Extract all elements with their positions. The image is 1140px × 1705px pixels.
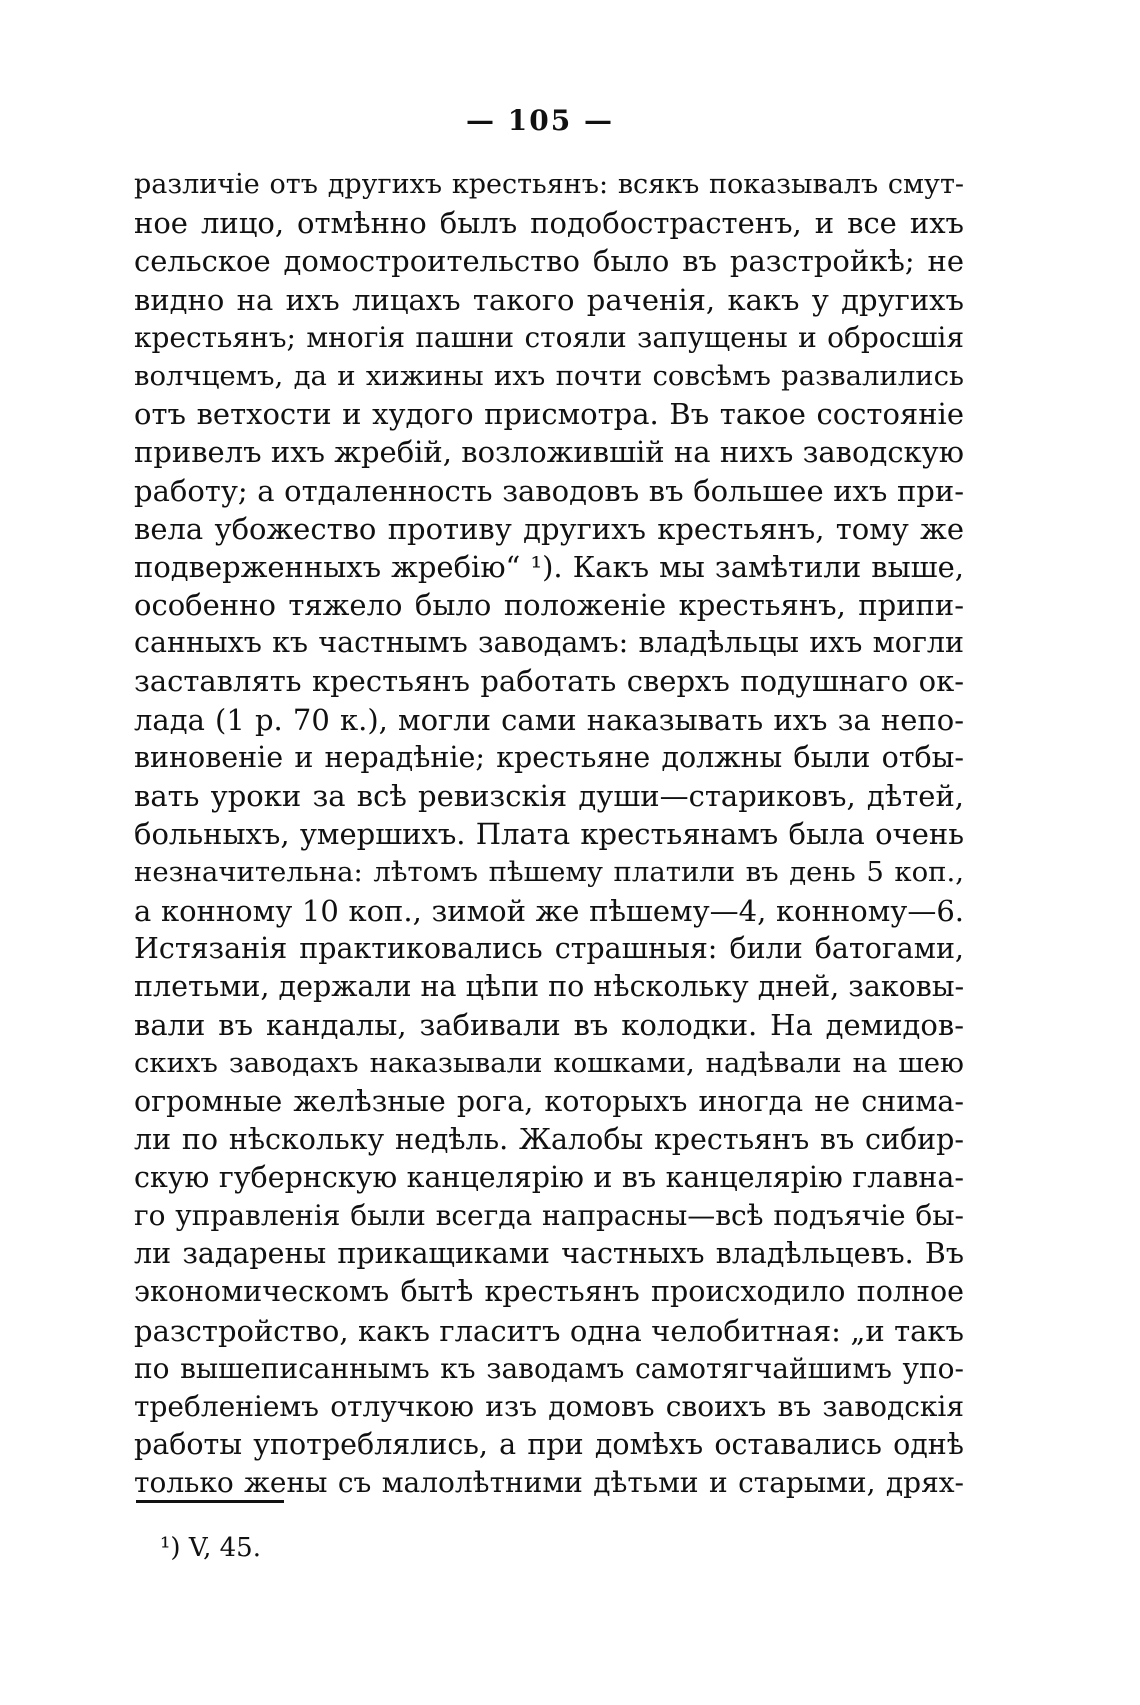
text-line: работы употреблялись, а при домѣхъ оставались однѣ — [134, 1428, 964, 1462]
text-line: санныхъ къ частнымъ заводамъ: владѣльцы ихъ могли — [134, 626, 964, 660]
text-line: отъ ветхости и худого присмотра. Въ такое состояніе — [134, 397, 964, 432]
text-line: видно на ихъ лицахъ такого раченія, какъ у другихъ — [134, 282, 964, 317]
text-line: привелъ ихъ жребій, возложившій на нихъ заводскую — [134, 435, 964, 470]
text-line: сельское домостроительство было въ разстройкѣ; не — [134, 244, 964, 279]
text-line: больныхъ, умершихъ. Плата крестьянамъ была очень — [134, 817, 964, 852]
text-line: только жены съ малолѣтними дѣтьми и старыми, дрях- — [134, 1466, 964, 1500]
text-line: незначительна: лѣтомъ пѣшему платили въ день 5 коп., — [134, 856, 964, 889]
page-number: — 105 — — [466, 104, 614, 137]
text-line: а конному 10 коп., зимой же пѣшему—4, конному—6. — [134, 893, 964, 928]
text-line: Истязанія практиковались страшныя: били батогами, — [134, 931, 964, 965]
text-line: огромные желѣзные рога, которыхъ иногда не снима- — [134, 1084, 964, 1118]
text-line: волчцемъ, да и хижины ихъ почти совсѣмъ развалились — [134, 359, 964, 392]
text-line: разстройство, какъ гласитъ одна челобитная: „и такъ — [134, 1313, 964, 1348]
text-line: требленіемъ отлучкою изъ домовъ своихъ въ заводскія — [134, 1390, 964, 1423]
text-line: крестьянъ; многія пашни стояли запущены и обросшія — [134, 320, 964, 354]
footnote-marker: ¹) — [160, 1533, 181, 1563]
text-line: ли задарены прикащиками частныхъ владѣльцевъ. Въ — [134, 1237, 964, 1271]
body-text — [134, 166, 964, 1503]
text-line: скую губернскую канцелярію и въ канцелярію главна- — [134, 1160, 964, 1194]
footnote-divider — [136, 1500, 284, 1503]
text-line: различіе отъ другихъ крестьянъ: всякъ показывалъ смут- — [134, 169, 964, 200]
footnote — [160, 1532, 261, 1564]
text-line: работу; а отдаленность заводовъ въ большее ихъ при- — [134, 473, 964, 508]
text-line: лада (1 р. 70 к.), могли сами наказывать ихъ за непо- — [134, 702, 964, 737]
footnote-text: V, 45. — [188, 1533, 261, 1563]
text-line: вела убожество противу другихъ крестьянъ, тому же — [134, 511, 964, 546]
text-line: скихъ заводахъ наказывали кошками, надѣвали на шею — [134, 1047, 964, 1080]
text-line: экономическомъ бытѣ крестьянъ происходило полное — [134, 1275, 964, 1309]
text-line: по вышеписаннымъ къ заводамъ самотягчайшимъ упо- — [134, 1351, 964, 1385]
text-line: ное лицо, отмѣнно былъ подобострастенъ, и все ихъ — [134, 206, 964, 241]
text-line: плетьми, держали на цѣпи по нѣскольку дней, заковы- — [134, 969, 965, 1003]
text-line: особенно тяжело было положеніе крестьянъ, припи- — [134, 588, 964, 623]
text-line: вать уроки за всѣ ревизскія души—стариковъ, дѣтей, — [134, 779, 964, 813]
text-line: ли по нѣскольку недѣль. Жалобы крестьянъ въ сибир- — [134, 1122, 964, 1156]
text-line: го управленія были всегда напрасны—всѣ подъячіе бы- — [134, 1199, 964, 1233]
text-line: заставлять крестьянъ работать сверхъ подушнаго ок- — [134, 664, 964, 699]
text-line: вали въ кандалы, забивали въ колодки. На демидов- — [134, 1008, 964, 1043]
text-line: подверженныхъ жребію“ ¹). Какъ мы замѣтили выше, — [134, 549, 964, 584]
text-line: виновеніе и нерадѣніе; крестьяне должны были отбы- — [134, 740, 964, 774]
